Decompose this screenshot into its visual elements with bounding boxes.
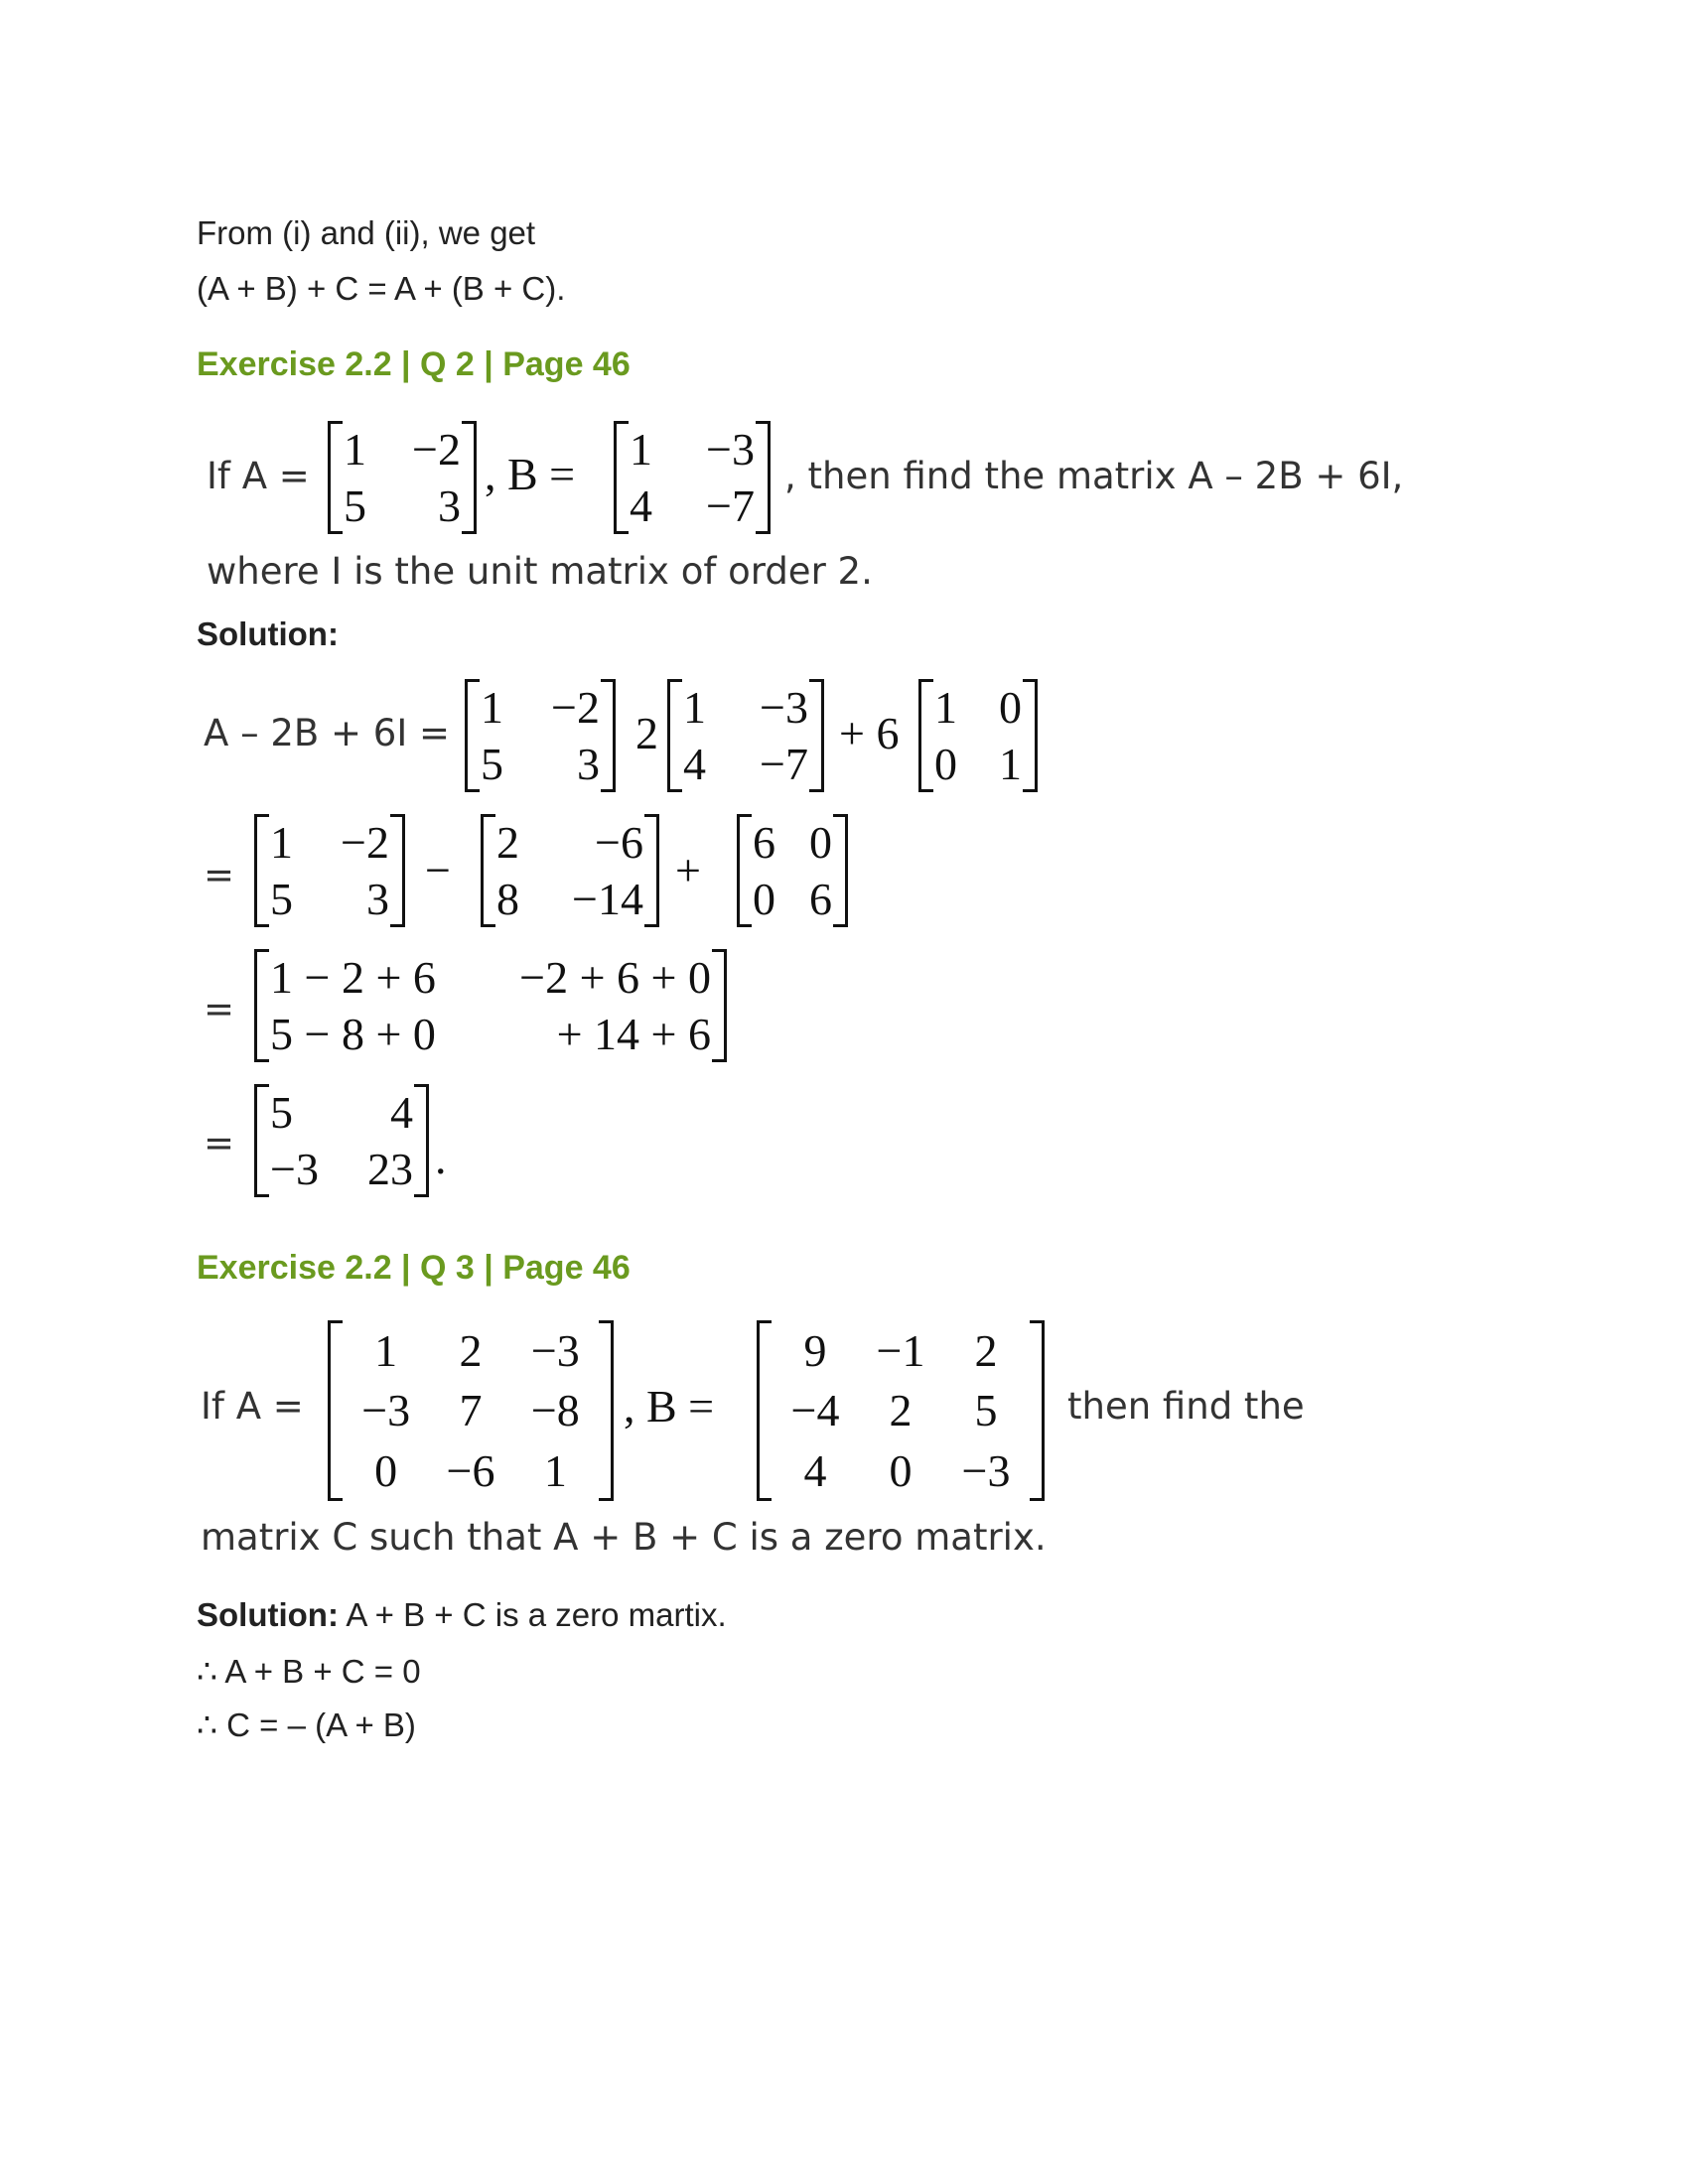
- left-bracket: [667, 679, 682, 792]
- q3-matrix-a-cell-1-0: −3: [361, 1385, 411, 1436]
- right-bracket: [599, 1320, 614, 1501]
- q2-step3-matrix-cell-1-0: 5 − 8 + 0: [270, 1009, 436, 1059]
- q2-comma-b: , B =: [485, 449, 576, 499]
- q2-step1-matrix-b: [667, 679, 824, 792]
- q2-step2-minus: −: [425, 845, 451, 895]
- q2-identity-matrix-cell-0-0: 1: [934, 682, 957, 733]
- q2-step2-matrix-2-cell-0-0: 2: [496, 817, 519, 868]
- q2-step1-matrix-a-cell-0-1: −2: [551, 682, 600, 733]
- q3-matrix-b-cell-2-1: 0: [889, 1445, 913, 1497]
- q2-identity-matrix: [918, 679, 1038, 792]
- q3-matrix-b-cell-0-1: −1: [876, 1324, 925, 1376]
- q2-step2-plus: +: [675, 845, 701, 895]
- q3-solution-line: [197, 1596, 727, 1634]
- q3-matrix-b-cell-1-1: 2: [889, 1385, 913, 1436]
- q2-result-matrix-cell-0-1: 4: [390, 1087, 413, 1138]
- q3-matrix-a-cell-1-1: 7: [459, 1385, 483, 1436]
- q2-if-a: If A =: [207, 455, 310, 497]
- q2-step2-matrix-1-cell-1-0: 5: [270, 874, 293, 924]
- left-bracket: [465, 679, 480, 792]
- q2-result-period: .: [435, 1133, 447, 1183]
- q2-matrix-a-cell-0-0: 1: [344, 424, 366, 475]
- q2-matrix-b: [614, 421, 771, 534]
- right-bracket: [1023, 679, 1038, 792]
- q2-step2-matrix-3-cell-1-0: 0: [753, 874, 775, 924]
- q2-step1-matrix-b-cell-0-0: 1: [683, 682, 706, 733]
- q3-line-b: ∴ C = – (A + B): [197, 1706, 416, 1743]
- q2-matrix-a: [328, 421, 477, 534]
- q3-heading: Exercise 2.2 | Q 3 | Page 46: [197, 1249, 631, 1287]
- q3-continuation: matrix C such that A + B + C is a zero matrix.: [201, 1516, 1047, 1559]
- q2-matrix-b-cell-0-1: −3: [706, 424, 755, 475]
- left-bracket: [737, 814, 752, 927]
- q3-matrix-b-cell-0-2: 2: [974, 1324, 998, 1376]
- q3-matrix-a-cell-1-2: −8: [530, 1385, 580, 1436]
- q2-matrix-a-cell-1-1: 3: [438, 480, 461, 531]
- q2-result-matrix-cell-1-1: 23: [367, 1144, 413, 1194]
- q2-matrix-a-cell-0-1: −2: [412, 424, 461, 475]
- q2-identity-matrix-cell-1-0: 0: [934, 739, 957, 789]
- q2-step2-matrix-1: [254, 814, 405, 927]
- q2-matrix-b-cell-1-0: 4: [630, 480, 652, 531]
- q3-matrix-b-cell-1-0: −4: [790, 1385, 840, 1436]
- q2-step1-matrix-a-cell-1-0: 5: [481, 739, 503, 789]
- right-bracket: [1030, 1320, 1045, 1501]
- q3-matrix-a-cell-0-1: 2: [459, 1324, 483, 1376]
- q2-step2-matrix-2-cell-0-1: −6: [595, 817, 643, 868]
- intro-line-1: From (i) and (ii), we get: [197, 214, 536, 251]
- q2-step2-matrix-2-cell-1-0: 8: [496, 874, 519, 924]
- q2-step1-matrix-b-cell-1-1: −7: [760, 739, 808, 789]
- q2-matrix-a-cell-1-0: 5: [344, 480, 366, 531]
- q2-step1-matrix-a: [465, 679, 616, 792]
- right-bracket: [809, 679, 824, 792]
- right-bracket: [644, 814, 659, 927]
- q2-step1-matrix-a-cell-1-1: 3: [577, 739, 600, 789]
- q2-result-matrix: [254, 1084, 429, 1197]
- q2-matrix-b-cell-0-0: 1: [630, 424, 652, 475]
- right-bracket: [601, 679, 616, 792]
- q2-step1-lhs: A – 2B + 6I =: [204, 712, 450, 754]
- q2-step1-plus6: + 6: [839, 708, 900, 758]
- q3-matrix-a-cell-0-0: 1: [374, 1324, 398, 1376]
- intro-line-2: (A + B) + C = A + (B + C).: [197, 270, 566, 307]
- right-bracket: [390, 814, 405, 927]
- q2-solution-label: Solution:: [197, 615, 339, 652]
- left-bracket: [481, 814, 495, 927]
- q2-step2-matrix-2-cell-1-1: −14: [572, 874, 643, 924]
- q2-step1-matrix-a-cell-0-0: 1: [481, 682, 503, 733]
- q3-comma-b: , B =: [624, 1381, 715, 1432]
- right-bracket: [462, 421, 477, 534]
- q3-if-a: If A =: [201, 1385, 304, 1428]
- q2-heading: Exercise 2.2 | Q 2 | Page 46: [197, 345, 631, 383]
- right-bracket: [712, 949, 727, 1062]
- left-bracket: [757, 1320, 772, 1501]
- q2-step2-matrix-3-cell-0-0: 6: [753, 817, 775, 868]
- q3-matrix-a-cell-2-1: −6: [446, 1445, 495, 1497]
- q3-then: then find the: [1067, 1385, 1305, 1428]
- right-bracket: [414, 1084, 429, 1197]
- q2-step3-matrix: [254, 949, 727, 1062]
- q2-then: , then find the matrix A – 2B + 6I,: [784, 455, 1404, 497]
- q3-matrix-b: [757, 1320, 1045, 1501]
- left-bracket: [328, 1320, 343, 1501]
- q2-step2-matrix-3-cell-1-1: 6: [809, 874, 832, 924]
- left-bracket: [614, 421, 629, 534]
- q2-step3-matrix-cell-0-1: −2 + 6 + 0: [519, 952, 711, 1003]
- q2-result-eq: =: [204, 1122, 235, 1164]
- q2-step1-coef2: 2: [635, 708, 658, 758]
- q2-step3-eq: =: [204, 988, 235, 1030]
- q2-identity-matrix-cell-0-1: 0: [999, 682, 1022, 733]
- left-bracket: [254, 1084, 269, 1197]
- q3-matrix-a-cell-0-2: −3: [530, 1324, 580, 1376]
- q3-matrix-a-cell-2-0: 0: [374, 1445, 398, 1497]
- q2-step2-matrix-1-cell-0-0: 1: [270, 817, 293, 868]
- q3-matrix-a-cell-2-2: 1: [543, 1445, 567, 1497]
- q2-step2-matrix-3: [737, 814, 848, 927]
- q2-step3-matrix-cell-1-1: + 14 + 6: [556, 1009, 711, 1059]
- q2-step1-matrix-b-cell-0-1: −3: [760, 682, 808, 733]
- left-bracket: [918, 679, 933, 792]
- q2-where: where I is the unit matrix of order 2.: [207, 550, 873, 593]
- q3-line-a: ∴ A + B + C = 0: [197, 1653, 421, 1690]
- left-bracket: [254, 949, 269, 1062]
- q2-identity-matrix-cell-1-1: 1: [999, 739, 1022, 789]
- q2-matrix-b-cell-1-1: −7: [706, 480, 755, 531]
- q3-solution-label: Solution:: [197, 1596, 339, 1633]
- q3-matrix-b-cell-0-0: 9: [803, 1324, 827, 1376]
- q2-step2-matrix-3-cell-0-1: 0: [809, 817, 832, 868]
- q2-step3-matrix-cell-0-0: 1 − 2 + 6: [270, 952, 436, 1003]
- left-bracket: [328, 421, 343, 534]
- q2-step1-matrix-b-cell-1-0: 4: [683, 739, 706, 789]
- q3-matrix-b-cell-1-2: 5: [974, 1385, 998, 1436]
- left-bracket: [254, 814, 269, 927]
- q2-result-matrix-cell-1-0: −3: [270, 1144, 319, 1194]
- right-bracket: [833, 814, 848, 927]
- q2-step2-eq: =: [204, 854, 235, 896]
- q2-step2-matrix-1-cell-1-1: 3: [366, 874, 389, 924]
- q2-step2-matrix-1-cell-0-1: −2: [341, 817, 389, 868]
- q3-matrix-b-cell-2-0: 4: [803, 1445, 827, 1497]
- right-bracket: [756, 421, 771, 534]
- q3-matrix-a: [328, 1320, 614, 1501]
- q2-result-matrix-cell-0-0: 5: [270, 1087, 293, 1138]
- q3-matrix-b-cell-2-2: −3: [961, 1445, 1011, 1497]
- q3-solution-text: A + B + C is a zero martix.: [338, 1596, 727, 1633]
- q2-step2-matrix-2: [481, 814, 659, 927]
